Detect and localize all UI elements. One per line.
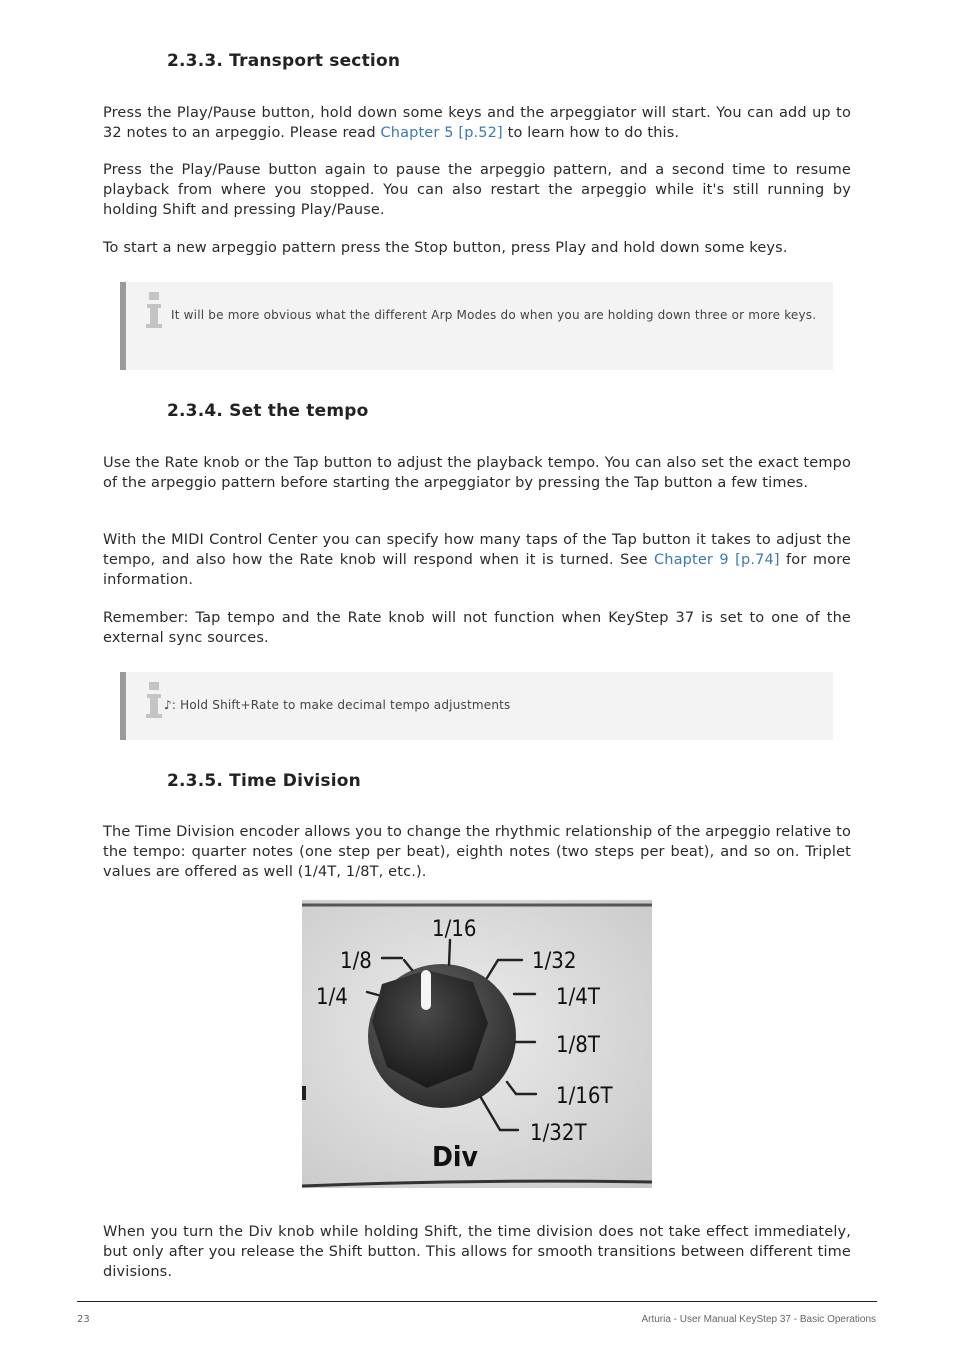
link-chapter-9[interactable]: Chapter 9 [p.74] (654, 552, 780, 568)
link-chapter-5[interactable]: Chapter 5 [p.52] (380, 125, 503, 141)
division-label: 1/8T (556, 1033, 600, 1058)
division-label: 1/16 (432, 917, 477, 942)
division-label: 1/4T (556, 985, 600, 1010)
section-heading-tempo: 2.3.4. Set the tempo (167, 401, 369, 421)
division-label: 1/32T (530, 1121, 587, 1146)
div-knob-photo (302, 900, 652, 1188)
paragraph-division-1: The Time Division encoder allows you to change the rhythmic relationship of the arpeggio relative to the tempo: quarter notes (one step per beat), eighth notes (two steps per beat), and so on. Triplet values are offered as well (1/4T, 1/8T, etc.). (103, 824, 851, 880)
text: With the MIDI Control Center you can specify how many taps of the Tap button it takes to adjust the tempo, and also how the Rate knob will respond when it is turned. See (103, 532, 851, 568)
div-knob-illustration (302, 900, 652, 1188)
text: to learn how to do this. (502, 125, 680, 141)
division-label: 1/32 (532, 949, 577, 974)
info-note-arp-modes (120, 282, 833, 370)
info-note-text: ♪: Hold Shift+Rate to make decimal tempo adjustments (164, 698, 511, 712)
info-icon (145, 682, 163, 720)
note-text: It will be more obvious what the different Arp Modes do when you are holding down three or more keys. (171, 308, 817, 322)
text: for more information. (103, 552, 851, 588)
knob-indicator (421, 970, 431, 1010)
section-heading-time-division: 2.3.5. Time Division (167, 771, 361, 791)
division-label: 1/4 (316, 985, 348, 1010)
knob-label: Div (432, 1140, 478, 1173)
paragraph-tempo-1: Use the Rate knob or the Tap button to adjust the playback tempo. You can also set the exact tempo of the arpeggio pattern before starting the arpeggiator by pressing the Tap button a few times. (103, 455, 851, 491)
page-number: 23 (77, 1314, 90, 1325)
footer-divider (77, 1301, 877, 1302)
paragraph-division-2: When you turn the Div knob while holding Shift, the time division does not take effect immediately, but only after you release the Shift button. This allows for smooth transitions between different time divisions. (103, 1224, 851, 1280)
info-note-text (143, 305, 819, 325)
paragraph-transport-1 (103, 103, 851, 143)
paragraph-transport-2: Press the Play/Pause button again to pause the arpeggio pattern, and a second time to resume playback from where you stopped. You can also restart the arpeggio while it's still running by holding Shift and pressing Play/Pause. (103, 162, 851, 218)
footer-title: Arturia - User Manual KeyStep 37 - Basic Operations (641, 1314, 876, 1325)
paragraph-tempo-3: Remember: Tap tempo and the Rate knob will not function when KeyStep 37 is set to one of the external sync sources. (103, 610, 851, 646)
section-heading-transport: 2.3.3. Transport section (167, 51, 401, 71)
paragraph-transport-3: To start a new arpeggio pattern press the Stop button, press Play and hold down some keys. (103, 240, 788, 256)
text: Press the Play/Pause button, hold down some keys and the arpeggiator will start. You can add up to 32 notes to an arpeggio. Please read (103, 105, 851, 141)
info-note-tempo (120, 672, 833, 740)
division-label: 1/8 (340, 949, 372, 974)
paragraph-tempo-2 (103, 530, 851, 590)
division-label: 1/16T (556, 1084, 613, 1109)
